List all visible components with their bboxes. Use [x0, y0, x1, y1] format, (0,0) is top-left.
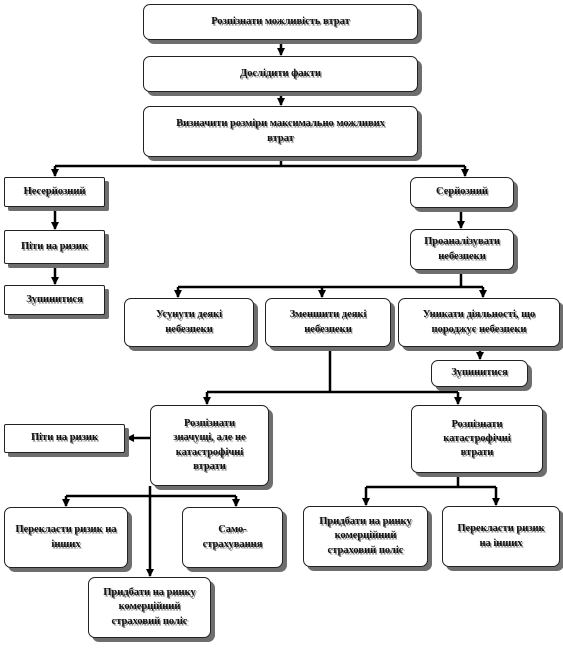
- node-significant-losses: Розпізнати значущі, але не катастрофічні втрати: [150, 405, 269, 486]
- node-self-insurance: Само-страхування: [182, 507, 283, 568]
- node-retain-risk-left: Піти на ризик: [4, 230, 105, 264]
- node-reduce-hazards: Зменшити деякі небезпеки: [265, 298, 391, 347]
- node-avoid-activity: Уникати діяльності, що породжує небезпеки: [398, 298, 560, 347]
- node-transfer-risk-left: Перекласти ризик на інших: [4, 507, 128, 568]
- node-identify-losses: Розпізнати можливість втрат: [143, 4, 418, 40]
- node-study-facts: Дослідити факти: [143, 56, 418, 92]
- node-serious: Серйозний: [410, 177, 514, 208]
- node-eliminate-hazards: Усунути деякі небезпеки: [124, 298, 254, 347]
- node-retain-risk-mid: Піти на ризик: [4, 424, 125, 453]
- node-analyze-hazards: Проаналізувати небезпеки: [410, 229, 514, 270]
- node-stop-left: Зупинитися: [4, 285, 105, 315]
- node-catastrophic-losses: Розпізнати катастрофічні втрати: [411, 405, 543, 473]
- node-nonserious: Несерйозний: [4, 177, 105, 207]
- node-buy-policy-mid: Придбати на ринку комерційний страховий поліс: [88, 577, 211, 638]
- node-stop-right: Зупинитися: [431, 360, 528, 387]
- node-determine-max-loss: Визначити розміри максимально можливих втрат: [143, 106, 418, 157]
- node-buy-policy-right: Придбати на ринку комерційний страховий поліс: [303, 506, 428, 567]
- node-transfer-risk-right: Перекласти ризик на інших: [442, 506, 560, 567]
